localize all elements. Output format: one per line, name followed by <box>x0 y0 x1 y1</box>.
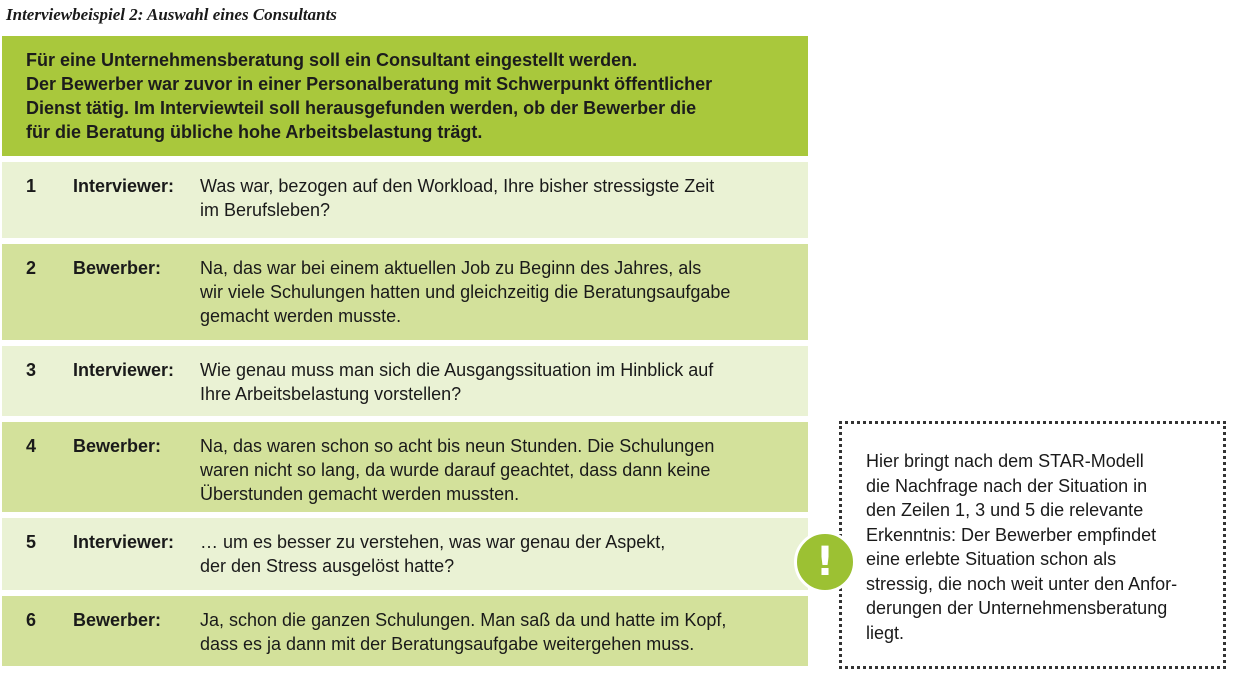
row-number: 6 <box>26 610 37 630</box>
row-utterance <box>200 530 770 590</box>
row-speaker: Interviewer: <box>73 176 175 196</box>
utterance-line: Wie genau muss man sich die Ausgangssituation im Hinblick auf <box>200 360 714 380</box>
row-utterance <box>200 256 770 340</box>
exclamation-icon <box>794 531 856 593</box>
utterance-line: gemacht werden musste. <box>200 306 402 326</box>
note-text <box>866 449 1177 645</box>
utterance-line: Ihre Arbeitsbelastung vorstellen? <box>200 384 462 404</box>
dialogue-row-1 <box>2 162 808 238</box>
dialogue-row-6 <box>2 596 808 666</box>
exclamation-glyph: ! <box>815 539 835 585</box>
utterance-line: waren nicht so lang, da wurde darauf geachtet, dass dann keine <box>200 460 711 480</box>
row-number: 2 <box>26 258 37 278</box>
note-box <box>839 421 1226 669</box>
row-utterance <box>200 608 770 666</box>
row-speaker: Interviewer: <box>73 532 175 552</box>
intro-line: Der Bewerber war zuvor in einer Personalberatung mit Schwerpunkt öffentlicher <box>26 74 713 94</box>
intro-box <box>2 36 808 156</box>
row-number: 5 <box>26 532 37 552</box>
figure-caption: Interviewbeispiel 2: Auswahl eines Consultants <box>6 5 337 24</box>
row-speaker: Bewerber: <box>73 258 162 278</box>
utterance-line: Ja, schon die ganzen Schulungen. Man saß da und hatte im Kopf, <box>200 610 727 630</box>
row-utterance <box>200 174 770 238</box>
row-speaker: Bewerber: <box>73 610 162 630</box>
utterance-line: wir viele Schulungen hatten und gleichzeitig die Beratungsaufgabe <box>200 282 731 302</box>
note-line: Erkenntnis: Der Bewerber empfindet <box>866 524 1157 545</box>
row-utterance <box>200 358 770 416</box>
note-line: derungen der Unternehmensberatung <box>866 598 1168 618</box>
note-line: eine erlebte Situation schon als <box>866 549 1117 569</box>
intro-line: Für eine Unternehmensberatung soll ein Consultant eingestellt werden. <box>26 50 638 70</box>
utterance-line: Was war, bezogen auf den Workload, Ihre bisher stressigste Zeit <box>200 176 715 196</box>
utterance-line: der den Stress ausgelöst hatte? <box>200 556 455 576</box>
row-number: 1 <box>26 176 37 196</box>
dialogue-row-3 <box>2 346 808 416</box>
note-line: liegt. <box>866 622 905 643</box>
utterance-line: dass es ja dann mit der Beratungsaufgabe weitergehen muss. <box>200 634 695 654</box>
dialogue-row-5 <box>2 518 808 590</box>
row-number: 3 <box>26 360 37 380</box>
utterance-line: Na, das war bei einem aktuellen Job zu Beginn des Jahres, als <box>200 258 702 278</box>
note-line: den Zeilen 1, 3 und 5 die relevante <box>866 500 1144 520</box>
row-speaker: Bewerber: <box>73 436 162 456</box>
utterance-line: Überstunden gemacht werden mussten. <box>200 484 520 504</box>
row-utterance <box>200 434 770 512</box>
note-line: die Nachfrage nach der Situation in <box>866 475 1148 496</box>
note-line: stressig, die noch weit unter den Anfor- <box>866 573 1178 594</box>
note-line: Hier bringt nach dem STAR-Modell <box>866 451 1144 471</box>
intro-line: für die Beratung übliche hohe Arbeitsbelastung trägt. <box>26 122 483 142</box>
dialogue-row-4 <box>2 422 808 512</box>
row-number: 4 <box>26 436 37 456</box>
utterance-line: Na, das waren schon so acht bis neun Stunden. Die Schulungen <box>200 436 715 456</box>
utterance-line: … um es besser zu verstehen, was war genau der Aspekt, <box>200 532 666 552</box>
dialogue-row-2 <box>2 244 808 340</box>
interview-table <box>2 36 808 666</box>
utterance-line: im Berufsleben? <box>200 200 331 220</box>
intro-line: Dienst tätig. Im Interviewteil soll herausgefunden werden, ob der Bewerber die <box>26 98 697 118</box>
row-speaker: Interviewer: <box>73 360 175 380</box>
